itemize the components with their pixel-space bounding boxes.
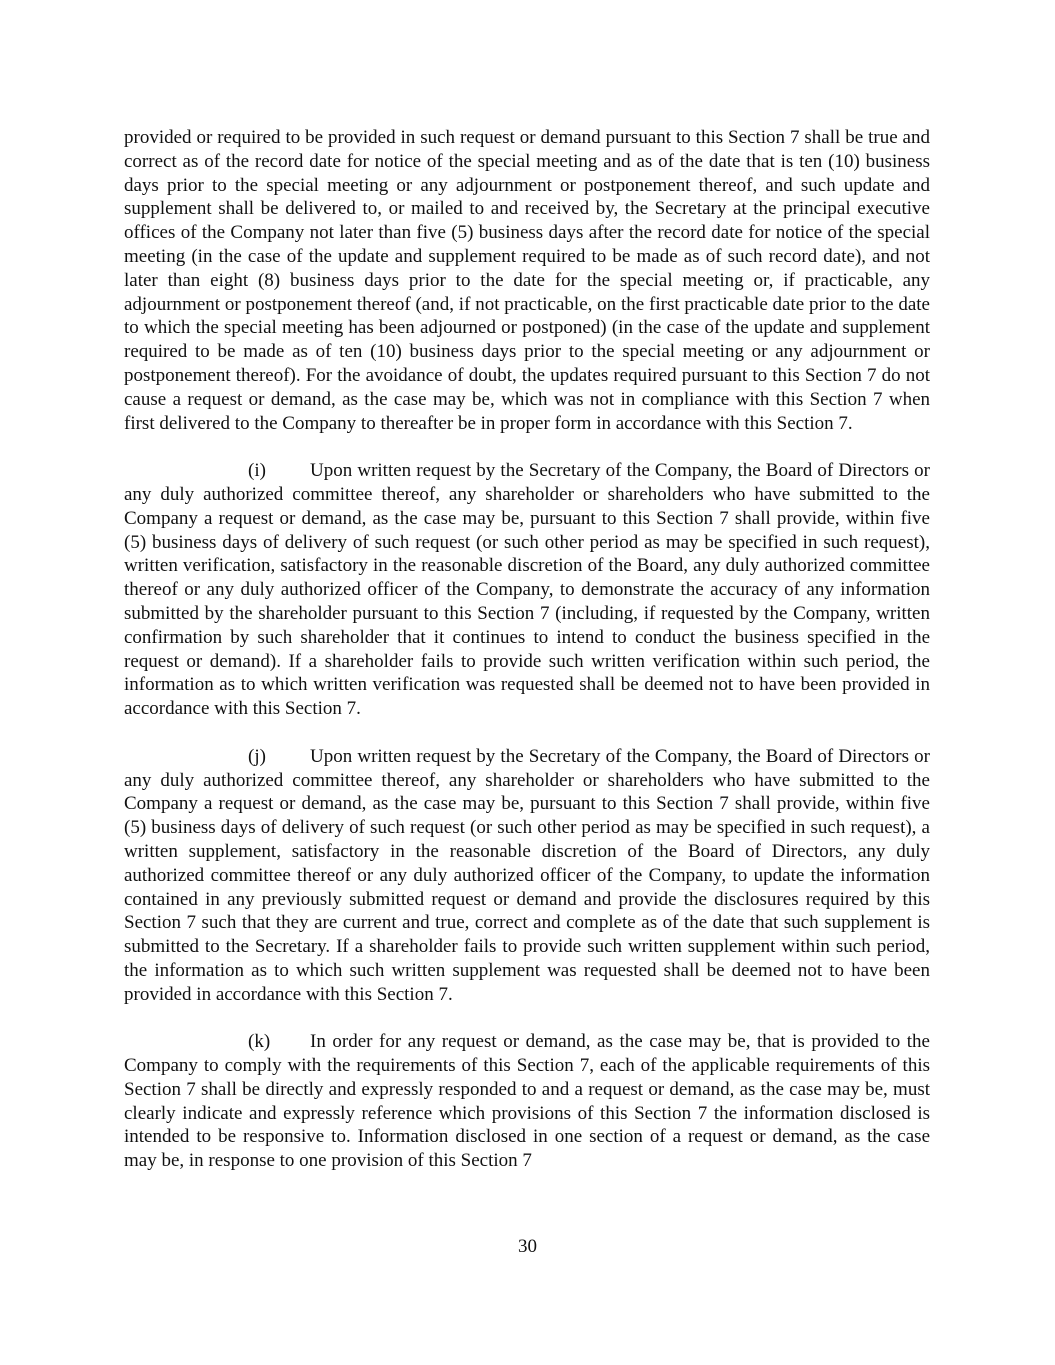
paragraph-i: [124, 459, 930, 721]
paragraph-label: (i): [248, 460, 266, 482]
paragraph-label: (k): [248, 1031, 271, 1053]
paragraph-text: In order for any request or demand, as the case may be, that is provided to the Company to comply with the requirements of this Section 7, each of the applicable requirements of this Section 7 shall be directly and expressly responded to and a request or demand, as the case may be, must clearly indicate and expressly reference which provisions of this Section 7 the information disclosed is intended to be responsive to. Information disclosed in one section of a request or demand, as the case may be, in response to one provision of this Section 7: [124, 1031, 930, 1172]
page-number: 30: [518, 1236, 537, 1257]
paragraph-text: Upon written request by the Secretary of the Company, the Board of Directors or any duly authorized committee thereof, any shareholder or shareholders who have submitted to the Company a request or demand, as the case may be, pursuant to this Section 7 shall provide, within five (5) business days of delivery of such request (or such other period as may be specified in such request), a written supplement, satisfactory in the reasonable discretion of the Board of Directors, any duly authorized committee thereof or any duly authorized officer of the Company, to update the information contained in any previously submitted request or demand and provide the disclosures required by this Section 7 such that they are current and true, correct and complete as of the date that such supplement is submitted to the Secretary. If a shareholder fails to provide such written supplement within such period, the information as to which such written supplement was requested shall be deemed not to have been provided in accordance with this Section 7.: [124, 745, 930, 1005]
paragraph-label: (j): [248, 745, 266, 767]
paragraph-text: provided or required to be provided in such request or demand pursuant to this Section 7 shall be true and correct as of the record date for notice of the special meeting and as of the date that is ten (10) business days prior to the special meeting or any adjournment or postponement thereof, and such update and supplement shall be delivered to, or mailed to and received by, the Secretary at the principal executive offices of the Company not later than five (5) business days after the record date for notice of the special meeting (in the case of the update and supplement required to be made as of such record date), and not later than eight (8) business days prior to the date for the special meeting or, if practicable, any adjournment or postponement thereof (and, if not practicable, on the first practicable date prior to the date to which the special meeting has been adjourned or postponed) (in the case of the update and supplement required to be made as of ten (10) business days prior to the special meeting or any adjournment or postponement thereof). For the avoidance of doubt, the updates required pursuant to this Section 7 do not cause a request or demand, as the case may be, which was not in compliance with this Section 7 when first delivered to the Company to thereafter be in proper form in accordance with this Section 7.: [124, 127, 930, 434]
document-body: [124, 126, 930, 1173]
paragraph-k: [124, 1030, 930, 1173]
paragraph-j: [124, 745, 930, 1007]
paragraph-continuation: [124, 126, 930, 435]
paragraph-text: Upon written request by the Secretary of the Company, the Board of Directors or any duly authorized committee thereof, any shareholder or shareholders who have submitted to the Company a request or demand, as the case may be, pursuant to this Section 7 shall provide, within five (5) business days of delivery of such request (or such other period as may be specified in such request), written verification, satisfactory in the reasonable discretion of the Board, any duly authorized committee thereof or any duly authorized officer of the Company, to demonstrate the accuracy of any information submitted by the shareholder pursuant to this Section 7 (including, if requested by the Company, written confirmation by such shareholder that it continues to intend to conduct the business specified in the request or demand). If a shareholder fails to provide such written verification within such period, the information as to which written verification was requested shall be deemed not to have been provided in accordance with this Section 7.: [124, 460, 930, 720]
